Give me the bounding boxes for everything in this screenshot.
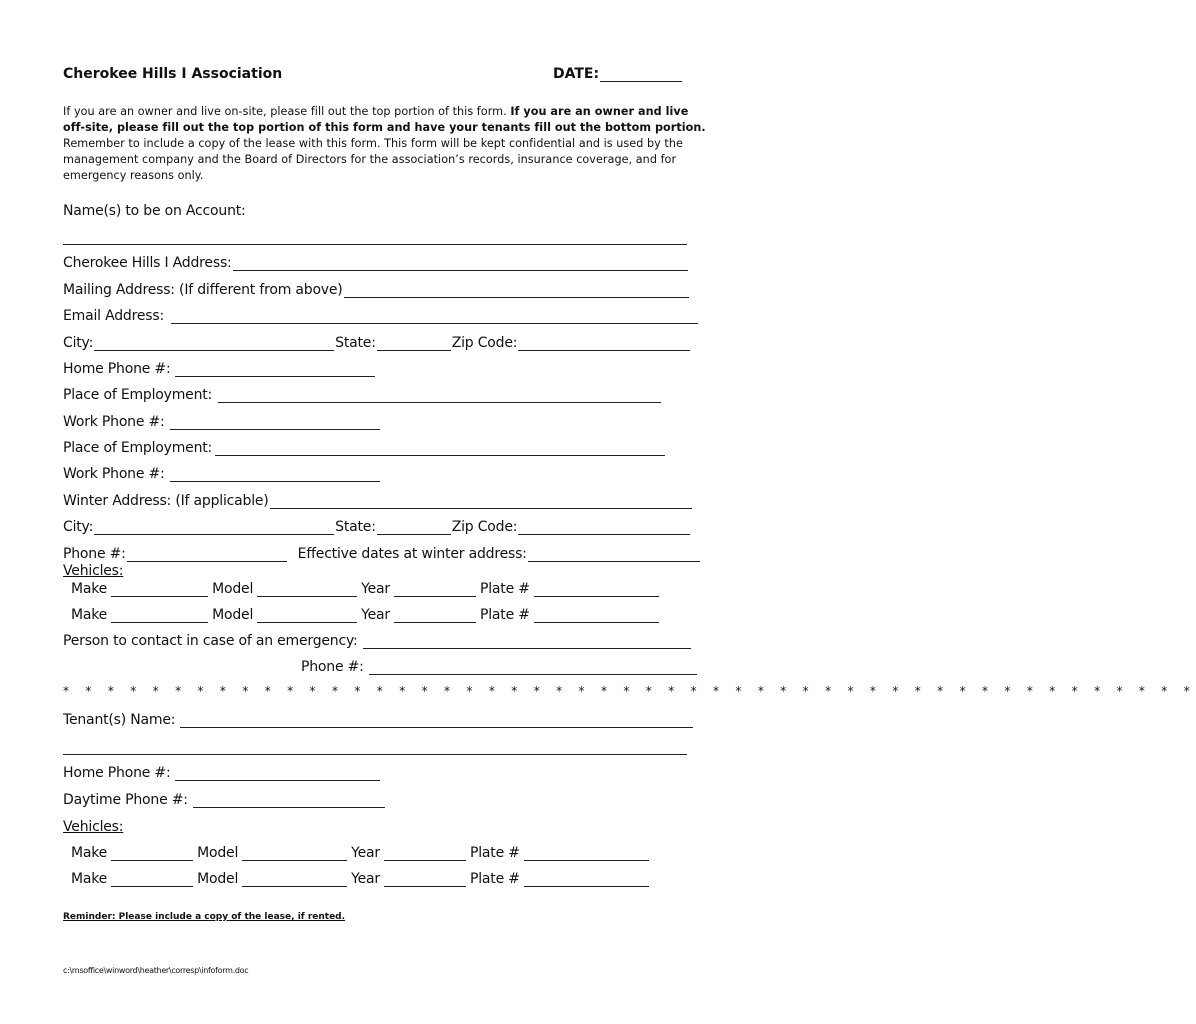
tenant-vehicles-row <box>63 815 123 835</box>
emergency-contact-label: Person to contact in case of an emergency: <box>63 633 358 649</box>
lease-reminder: Reminder: Please include a copy of the lease, if rented. <box>63 912 346 922</box>
home-phone-label: Home Phone #: <box>63 361 171 377</box>
city-input[interactable] <box>94 337 334 351</box>
email-input[interactable] <box>171 310 698 324</box>
address-label: Cherokee Hills I Address: <box>63 255 232 271</box>
owner-make-input-2[interactable] <box>111 609 208 623</box>
tenant-plate-label-2: Plate # <box>469 871 520 887</box>
state-input[interactable] <box>377 337 451 351</box>
instructions-paragraph <box>63 104 713 184</box>
owner-vehicle-row-1 <box>71 577 663 597</box>
tenant-plate-input-2[interactable] <box>524 873 649 887</box>
work-phone-row-2 <box>63 462 381 482</box>
tenant-name-input-2[interactable] <box>63 741 687 755</box>
owner-year-input-2[interactable] <box>394 609 476 623</box>
tenant-name-row <box>63 708 694 728</box>
owner-make-label-2: Make <box>71 607 108 623</box>
tenant-home-phone-input[interactable] <box>175 767 380 781</box>
tenant-plate-input-1[interactable] <box>524 847 649 861</box>
tenant-make-input-1[interactable] <box>111 847 193 861</box>
owner-model-label-2: Model <box>212 607 254 623</box>
winter-address-label: Winter Address: (If applicable) <box>63 493 269 509</box>
owner-plate-input-1[interactable] <box>534 583 659 597</box>
home-phone-input[interactable] <box>175 363 375 377</box>
section-separator: * * * * * * * * * * * * * * * * * * * * * * * * * * * * * * * * * * * * * * * * * * * * * * * * * * * <box>63 684 1196 698</box>
emergency-phone-row <box>301 655 698 675</box>
tenant-daytime-phone-row <box>63 788 386 808</box>
work-phone-label-2: Work Phone #: <box>63 466 165 482</box>
employment-row-2 <box>63 436 666 456</box>
instructions-owner-offsite: If you are an owner and live off-site, please fill out the top portion of this form and have your tenants fill out the bottom portion. <box>63 105 706 134</box>
tenant-plate-label-1: Plate # <box>469 845 520 861</box>
tenant-make-input-2[interactable] <box>111 873 193 887</box>
owner-year-label-2: Year <box>361 607 390 623</box>
owner-plate-label-1: Plate # <box>479 581 530 597</box>
tenant-name-label: Tenant(s) Name: <box>63 712 176 728</box>
address-row <box>63 251 689 271</box>
tenant-year-label-1: Year <box>351 845 380 861</box>
owner-model-input-1[interactable] <box>257 583 357 597</box>
date-field <box>553 66 683 82</box>
effective-dates-label: Effective dates at winter address: <box>297 546 527 562</box>
emergency-phone-label: Phone #: <box>301 659 364 675</box>
winter-city-input[interactable] <box>94 521 334 535</box>
winter-phone-label: Phone #: <box>63 546 126 562</box>
winter-city-state-zip-row <box>63 515 691 535</box>
winter-state-label: State: <box>335 519 376 535</box>
owner-make-input-1[interactable] <box>111 583 208 597</box>
tenant-model-label-2: Model <box>197 871 239 887</box>
employment-row-1 <box>63 383 662 403</box>
tenant-year-input-2[interactable] <box>384 873 466 887</box>
association-title: Cherokee Hills I Association <box>63 66 283 82</box>
tenant-vehicle-row-2 <box>71 867 653 887</box>
home-phone-row <box>63 357 376 377</box>
state-label: State: <box>335 335 376 351</box>
owner-year-label-1: Year <box>361 581 390 597</box>
date-input[interactable] <box>600 68 682 82</box>
tenant-model-input-2[interactable] <box>242 873 347 887</box>
tenant-home-phone-label: Home Phone #: <box>63 765 171 781</box>
owner-make-label-1: Make <box>71 581 108 597</box>
winter-zip-label: Zip Code: <box>451 519 518 535</box>
owner-vehicles-row <box>63 559 123 579</box>
owner-plate-input-2[interactable] <box>534 609 659 623</box>
mailing-address-row <box>63 278 690 298</box>
work-phone-row-1 <box>63 410 381 430</box>
winter-state-input[interactable] <box>377 521 451 535</box>
tenant-home-phone-row <box>63 761 381 781</box>
file-path-footer: c:\msoffice\winword\heather\corresp\infoform.doc <box>63 966 249 975</box>
winter-phone-input[interactable] <box>127 548 287 562</box>
emergency-phone-input[interactable] <box>369 661 697 675</box>
tenant-daytime-phone-label: Daytime Phone #: <box>63 792 188 808</box>
emergency-contact-row <box>63 629 692 649</box>
owner-model-input-2[interactable] <box>257 609 357 623</box>
city-label: City: <box>63 335 94 351</box>
owner-year-input-1[interactable] <box>394 583 476 597</box>
work-phone-input-1[interactable] <box>170 416 380 430</box>
employment-input-1[interactable] <box>218 389 661 403</box>
tenant-vehicle-row-1 <box>71 841 653 861</box>
email-label: Email Address: <box>63 308 164 324</box>
tenant-make-label-2: Make <box>71 871 108 887</box>
winter-phone-row <box>63 542 701 562</box>
effective-dates-input[interactable] <box>528 548 700 562</box>
zip-input[interactable] <box>518 337 690 351</box>
tenant-model-input-1[interactable] <box>242 847 347 861</box>
names-on-account-line-row <box>63 225 687 245</box>
names-on-account-input[interactable] <box>63 231 687 245</box>
names-on-account-label: Name(s) to be on Account: <box>63 203 246 219</box>
work-phone-input-2[interactable] <box>170 468 380 482</box>
owner-model-label-1: Model <box>212 581 254 597</box>
tenant-year-input-1[interactable] <box>384 847 466 861</box>
instructions-owner-onsite: If you are an owner and live on-site, please fill out the top portion of this form. <box>63 105 507 118</box>
winter-address-row <box>63 489 693 509</box>
tenant-name-line-row <box>63 735 687 755</box>
mailing-address-input[interactable] <box>344 284 689 298</box>
owner-vehicle-row-2 <box>71 603 663 623</box>
date-label: DATE: <box>553 66 600 82</box>
tenant-year-label-2: Year <box>351 871 380 887</box>
winter-address-input[interactable] <box>270 495 692 509</box>
mailing-address-label: Mailing Address: (If different from above) <box>63 282 343 298</box>
instructions-lease: Remember to include a copy of the lease with this form. This form will be kept confidential and is used by the management company and the Board of Directors for the association’s records, insurance coverage, and for emergency reasons only. <box>63 137 683 182</box>
zip-label: Zip Code: <box>451 335 518 351</box>
employment-label-1: Place of Employment: <box>63 387 213 403</box>
owner-plate-label-2: Plate # <box>479 607 530 623</box>
tenant-vehicles-label: Vehicles: <box>63 819 124 835</box>
address-input[interactable] <box>233 257 688 271</box>
city-state-zip-row <box>63 331 691 351</box>
emergency-contact-input[interactable] <box>363 635 691 649</box>
names-on-account-row <box>63 199 246 219</box>
winter-city-label: City: <box>63 519 94 535</box>
owner-vehicles-label: Vehicles: <box>63 563 124 579</box>
tenant-make-label-1: Make <box>71 845 108 861</box>
winter-zip-input[interactable] <box>518 521 690 535</box>
tenant-daytime-phone-input[interactable] <box>193 794 385 808</box>
tenant-model-label-1: Model <box>197 845 239 861</box>
employment-input-2[interactable] <box>215 442 665 456</box>
tenant-name-input[interactable] <box>180 714 693 728</box>
employment-label-2: Place of Employment: <box>63 440 213 456</box>
work-phone-label-1: Work Phone #: <box>63 414 165 430</box>
email-row <box>63 304 699 324</box>
